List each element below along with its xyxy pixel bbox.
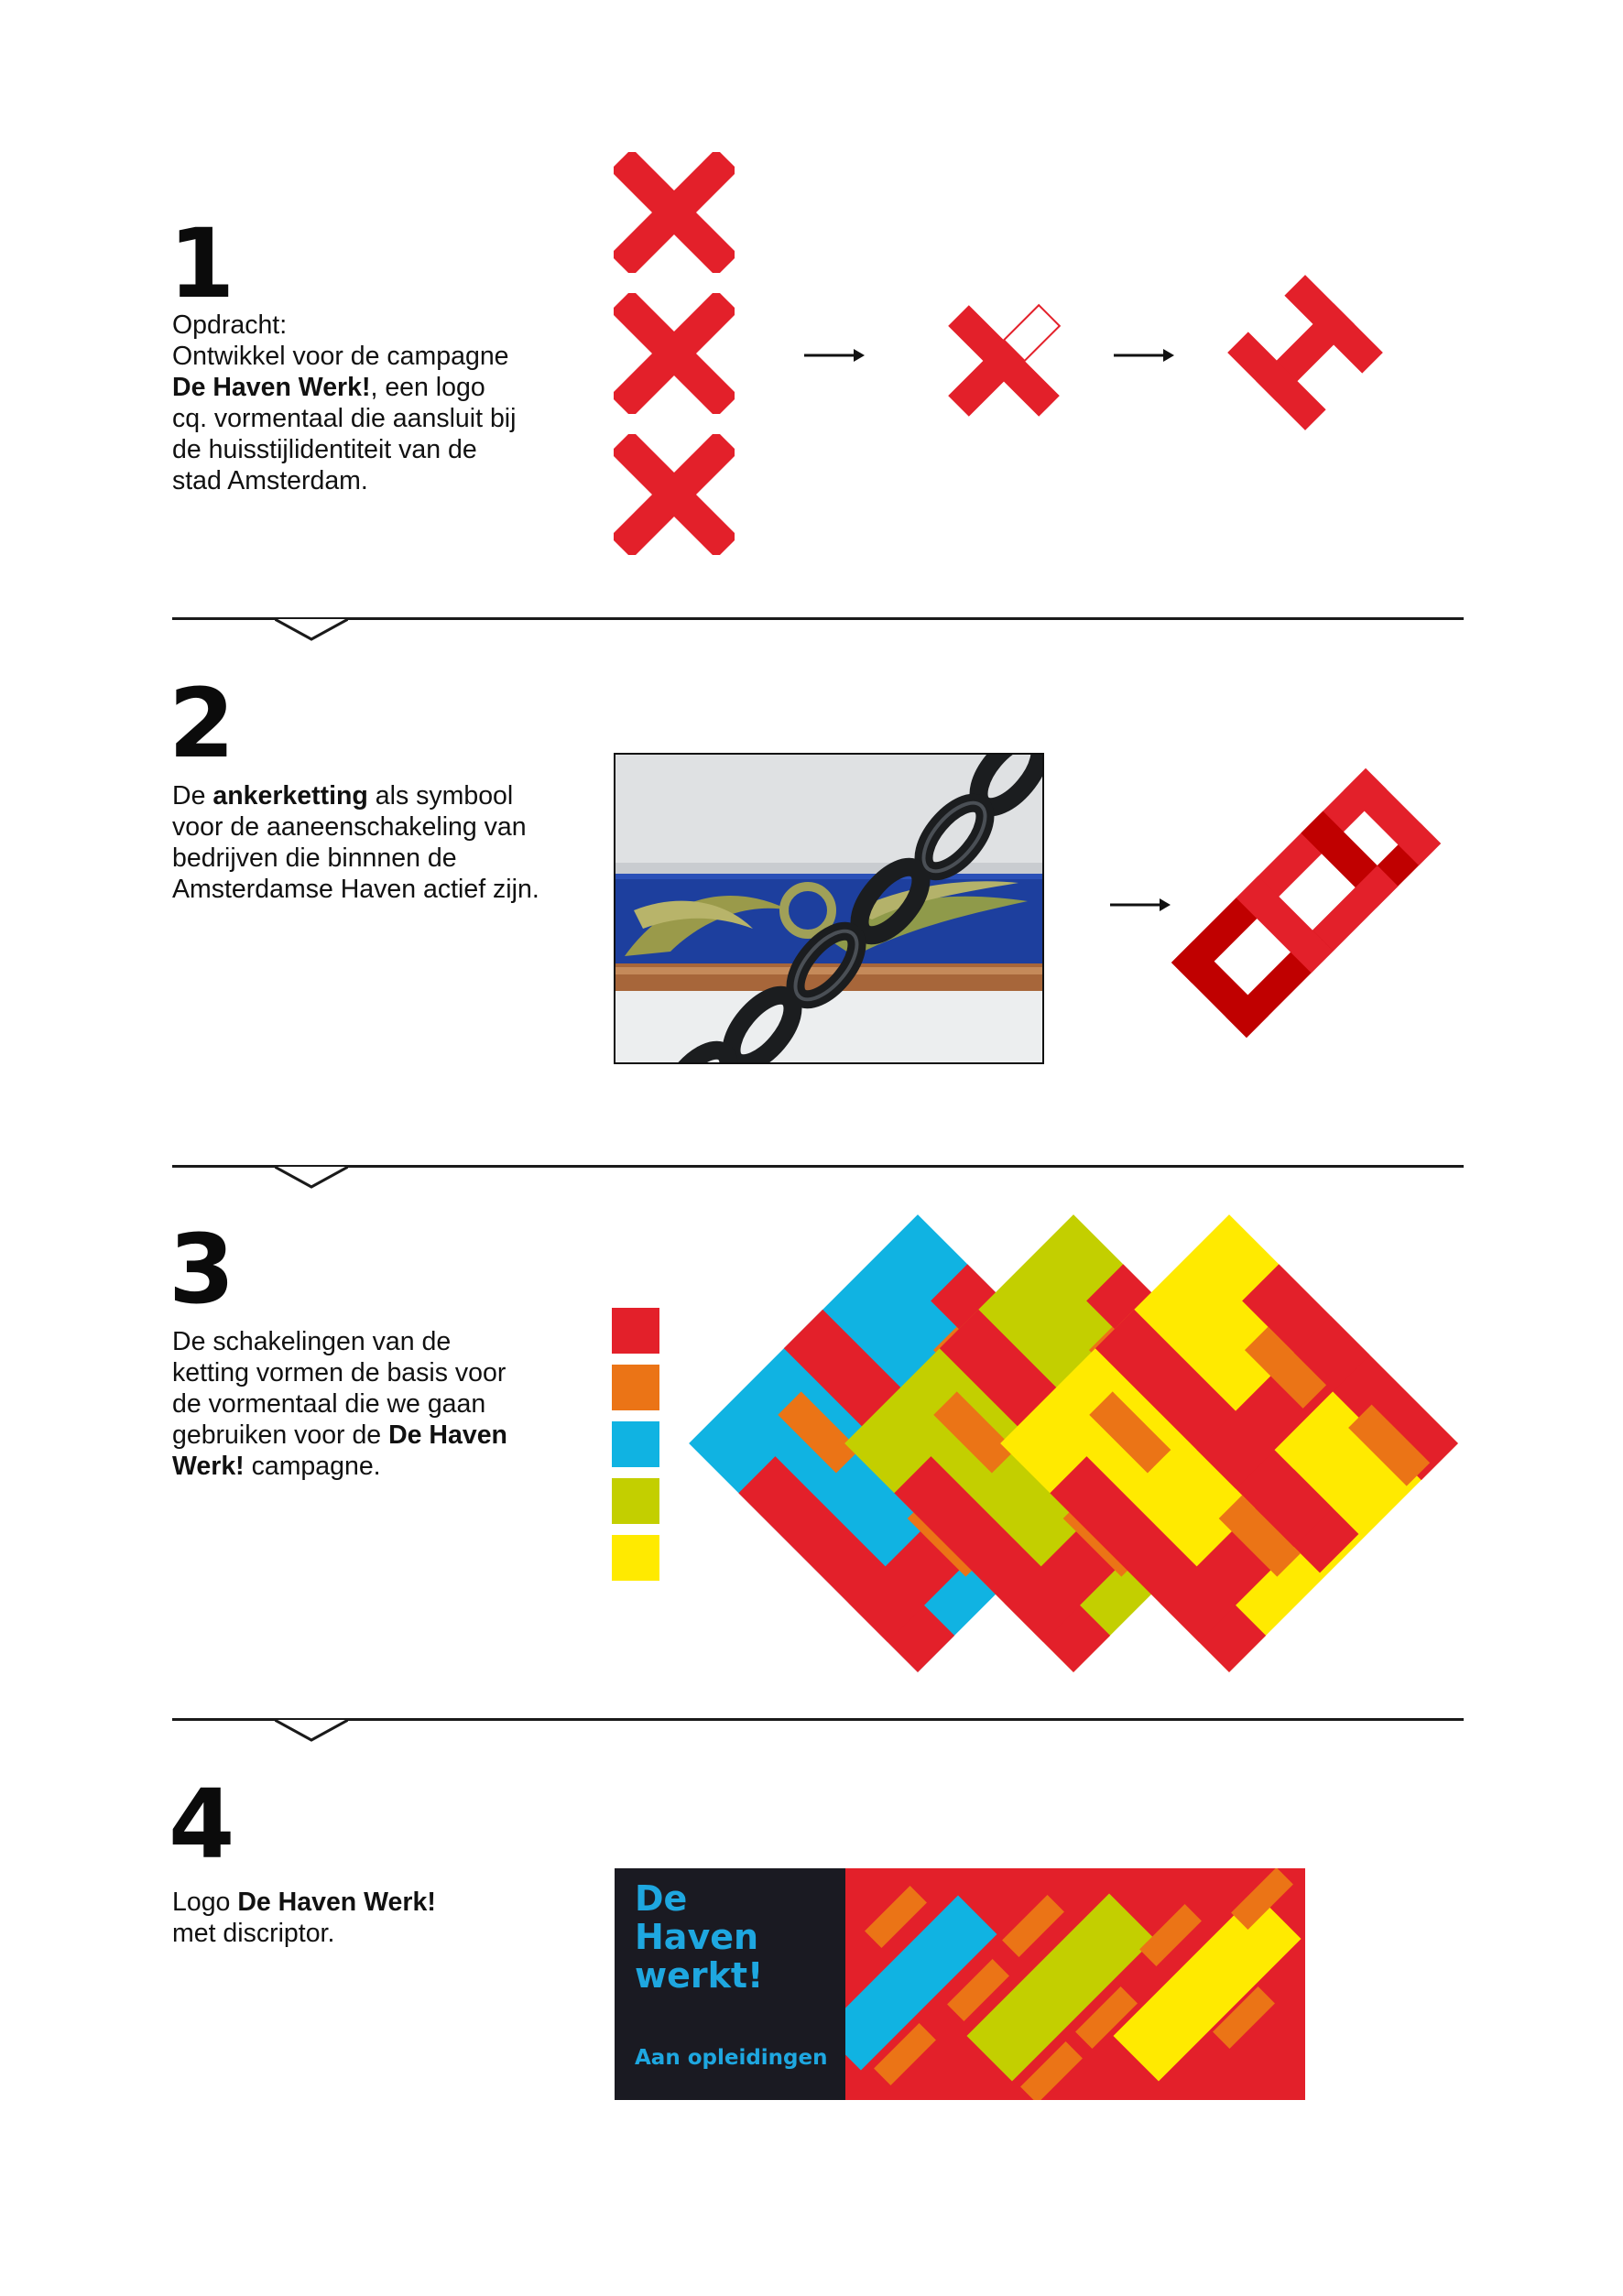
bold-campaign-name: De Haven Werk! [237,1888,436,1917]
logo-title [635,1879,763,1995]
section-3-text [172,1326,507,1482]
right-arrow-icon [1114,346,1178,365]
text-line: Ontwikkel voor de campagne [172,342,509,371]
text-line: stad Amsterdam. [172,466,368,495]
campaign-logo [615,1868,1305,2100]
chain-link-h-icon [1227,275,1383,430]
text-line: als symbool [367,781,514,811]
logo-dark-panel [615,1868,845,2100]
swatch-red [612,1308,659,1354]
text-line: campagne. [244,1452,381,1481]
divider-notch [275,1167,348,1189]
text-line: Amsterdamse Haven actief zijn. [172,875,539,904]
logo-descriptor: Aan opleidingen [635,2046,828,2070]
right-arrow-icon [804,346,868,365]
logo-pattern [845,1868,1305,2100]
section-number-2: 2 [169,668,235,779]
text-line: voor de aaneenschakeling van [172,812,527,842]
text-line: de vormentaal die we gaan [172,1389,486,1419]
text-line: gebruiken voor de [172,1420,389,1450]
section-2-text [172,780,539,905]
text-line: De [172,781,213,811]
section-number-1: 1 [169,208,235,320]
chain-pattern-graphic [689,1214,1458,1672]
swatch-orange [612,1365,659,1410]
text-line: De schakelingen van de [172,1327,452,1356]
bold-keyword: De Haven [388,1420,507,1450]
section-number-4: 4 [169,1768,235,1880]
text-line: Opdracht: [172,310,288,340]
partial-cross-icon [934,291,1062,419]
chain-links-icon [1150,747,1462,1059]
logo-title-line: De [635,1878,688,1919]
anchor-chain-photo [614,753,1044,1064]
text-line: de huisstijlidentiteit van de [172,435,477,464]
swatch-olive [612,1478,659,1524]
andreas-cross-icon [614,434,735,555]
text-line: Logo [172,1888,238,1917]
text-line: , een logo [370,373,485,402]
andreas-cross-icon [614,152,735,273]
logo-title-line: Haven [635,1917,759,1957]
text-line: met discriptor. [172,1919,335,1948]
divider-line [172,1718,1464,1721]
swatch-cyan [612,1421,659,1467]
divider-notch [275,1720,348,1742]
bold-keyword: ankerketting [212,781,368,811]
bold-keyword: Werk! [172,1452,245,1481]
divider-notch [275,619,348,641]
section-4-text [172,1887,436,1949]
logo-title-line: werkt! [635,1955,764,1996]
text-line: bedrijven die binnnen de [172,843,457,873]
section-number-3: 3 [169,1213,235,1325]
section-1-text [172,310,516,496]
andreas-cross-icon [614,293,735,414]
text-line: cq. vormentaal die aansluit bij [172,404,517,433]
swatch-yellow [612,1535,659,1581]
color-swatches [612,1308,659,1584]
divider-line [172,617,1464,620]
bold-campaign-name: De Haven Werk! [172,373,371,402]
divider-line [172,1165,1464,1168]
text-line: ketting vormen de basis voor [172,1358,507,1387]
